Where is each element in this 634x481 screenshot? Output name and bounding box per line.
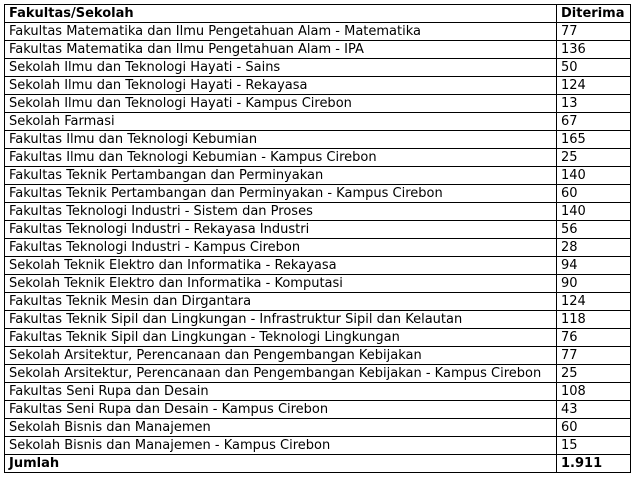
table-row [5,311,631,329]
faculty-cell: Fakultas Seni Rupa dan Desain - Kampus Cirebon [5,401,557,419]
table-row [5,41,631,59]
faculty-cell: Sekolah Ilmu dan Teknologi Hayati - Sains [5,59,557,77]
header-row [5,5,631,23]
faculty-cell: Fakultas Seni Rupa dan Desain [5,383,557,401]
faculty-cell: Fakultas Teknik Mesin dan Dirgantara [5,293,557,311]
total-value: 1.911 [557,455,631,473]
accepted-cell: 60 [557,419,631,437]
total-label: Jumlah [5,455,557,473]
table-row [5,113,631,131]
table-row [5,437,631,455]
accepted-cell: 124 [557,293,631,311]
faculty-cell: Fakultas Teknik Sipil dan Lingkungan - Teknologi Lingkungan [5,329,557,347]
table-row [5,365,631,383]
table-body [5,23,631,455]
table-row [5,257,631,275]
table-row [5,401,631,419]
accepted-cell: 76 [557,329,631,347]
admissions-table [4,4,631,473]
table-row [5,203,631,221]
accepted-cell: 165 [557,131,631,149]
table-row [5,383,631,401]
accepted-cell: 25 [557,149,631,167]
faculty-cell: Sekolah Teknik Elektro dan Informatika - Rekayasa [5,257,557,275]
accepted-cell: 50 [557,59,631,77]
accepted-cell: 28 [557,239,631,257]
total-row [5,455,631,473]
table-row [5,347,631,365]
faculty-cell: Sekolah Bisnis dan Manajemen [5,419,557,437]
table-row [5,329,631,347]
faculty-cell: Sekolah Ilmu dan Teknologi Hayati - Kampus Cirebon [5,95,557,113]
accepted-cell: 13 [557,95,631,113]
accepted-cell: 77 [557,347,631,365]
accepted-cell: 56 [557,221,631,239]
faculty-cell: Fakultas Teknik Pertambangan dan Perminyakan [5,167,557,185]
accepted-cell: 124 [557,77,631,95]
faculty-cell: Sekolah Arsitektur, Perencanaan dan Pengembangan Kebijakan - Kampus Cirebon [5,365,557,383]
faculty-cell: Fakultas Teknologi Industri - Rekayasa Industri [5,221,557,239]
accepted-cell: 67 [557,113,631,131]
faculty-cell: Fakultas Teknologi Industri - Sistem dan Proses [5,203,557,221]
accepted-cell: 136 [557,41,631,59]
accepted-cell: 25 [557,365,631,383]
table-row [5,185,631,203]
faculty-cell: Sekolah Bisnis dan Manajemen - Kampus Cirebon [5,437,557,455]
accepted-cell: 108 [557,383,631,401]
faculty-cell: Fakultas Teknik Sipil dan Lingkungan - Infrastruktur Sipil dan Kelautan [5,311,557,329]
faculty-cell: Sekolah Arsitektur, Perencanaan dan Pengembangan Kebijakan [5,347,557,365]
faculty-cell: Sekolah Teknik Elektro dan Informatika - Komputasi [5,275,557,293]
column-header-accepted: Diterima [557,5,631,23]
accepted-cell: 118 [557,311,631,329]
faculty-cell: Sekolah Ilmu dan Teknologi Hayati - Rekayasa [5,77,557,95]
accepted-cell: 43 [557,401,631,419]
faculty-cell: Fakultas Teknik Pertambangan dan Perminyakan - Kampus Cirebon [5,185,557,203]
accepted-cell: 60 [557,185,631,203]
table-row [5,131,631,149]
accepted-cell: 77 [557,23,631,41]
faculty-cell: Fakultas Teknologi Industri - Kampus Cirebon [5,239,557,257]
table-row [5,149,631,167]
column-header-faculty: Fakultas/Sekolah [5,5,557,23]
table-row [5,275,631,293]
table-row [5,293,631,311]
table-row [5,23,631,41]
faculty-cell: Sekolah Farmasi [5,113,557,131]
faculty-cell: Fakultas Matematika dan Ilmu Pengetahuan Alam - Matematika [5,23,557,41]
table-row [5,59,631,77]
faculty-cell: Fakultas Matematika dan Ilmu Pengetahuan Alam - IPA [5,41,557,59]
accepted-cell: 15 [557,437,631,455]
accepted-cell: 140 [557,203,631,221]
accepted-cell: 140 [557,167,631,185]
accepted-cell: 94 [557,257,631,275]
table-row [5,77,631,95]
table-row [5,167,631,185]
faculty-cell: Fakultas Ilmu dan Teknologi Kebumian [5,131,557,149]
table-row [5,95,631,113]
table-row [5,221,631,239]
table-row [5,419,631,437]
table-row [5,239,631,257]
faculty-cell: Fakultas Ilmu dan Teknologi Kebumian - Kampus Cirebon [5,149,557,167]
accepted-cell: 90 [557,275,631,293]
